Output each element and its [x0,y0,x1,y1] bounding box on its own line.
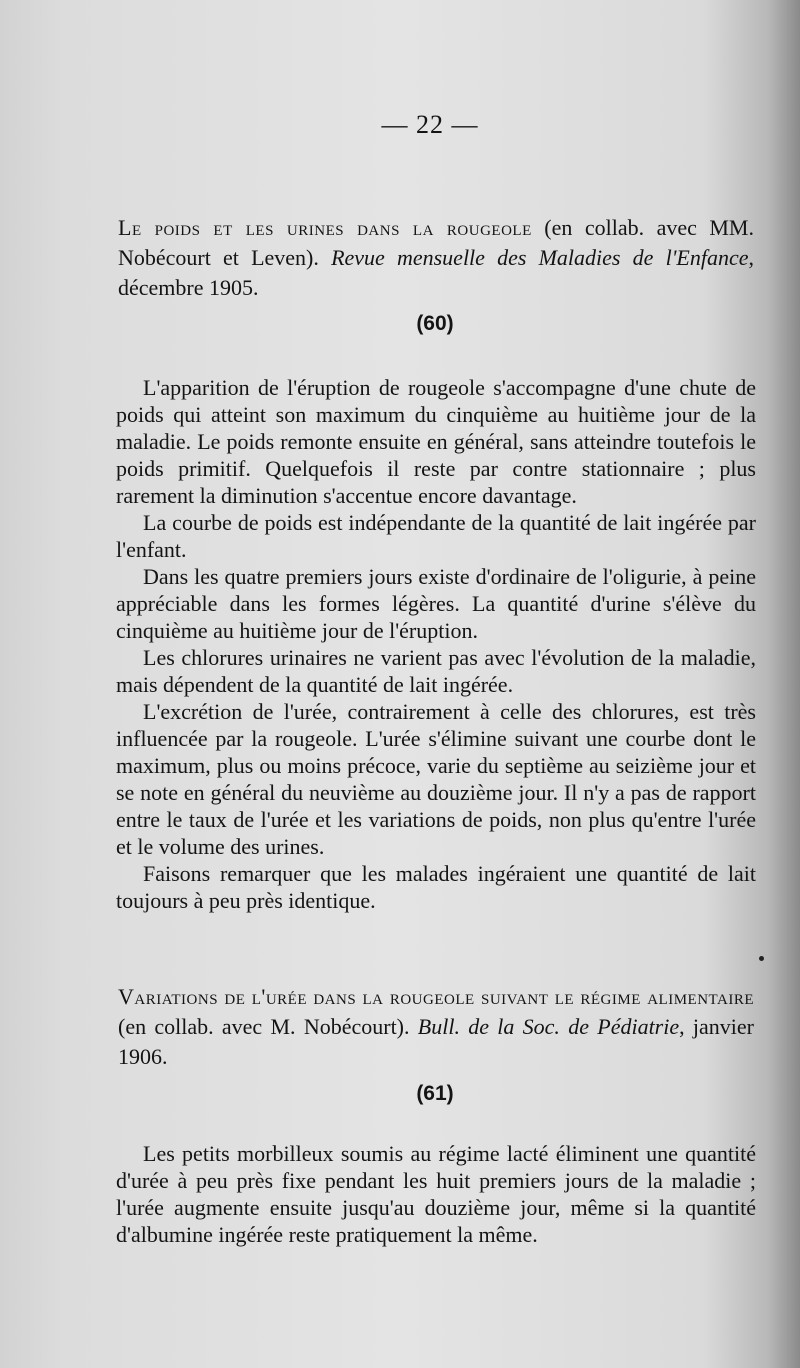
entry-number-61: (61) [416,1082,454,1105]
summary-60 [116,374,756,914]
paragraph: Les petits morbilleux soumis au régime lacté éliminent une quantité d'urée à peu près fixe pendant les huit premiers jours de la maladie ; l'urée augmente ensuite jusqu'au douzième jour, même si la quantité d'albumine ingérée reste pratiquement la même. [116,1141,756,1247]
entry-authors: (en collab. avec MM. Nobécourt et Leven). [118,215,754,270]
page-number: — 22 — [381,110,479,139]
bibliography-entry-60 [118,213,754,303]
summary-61 [116,1140,756,1248]
entry-journal: Revue mensuelle des Maladies de l'Enfance [331,245,749,270]
paragraph: Faisons remarquer que les malades ingéraient une quantité de lait toujours à peu près identique. [116,861,756,913]
ink-dot [759,956,764,961]
entry-date: , janvier 1906. [118,1014,754,1069]
entry-title: Variations de l'urée dans la rougeole suivant le régime alimentaire [118,984,754,1009]
entry-number-60: (60) [416,312,454,335]
entry-journal: Bull. de la Soc. de Pédiatrie [417,1014,680,1039]
paragraph: L'excrétion de l'urée, contrairement à celle des chlorures, est très influencée par la rougeole. L'urée s'élimine suivant une courbe dont le maximum, plus ou moins précoce, varie du septième au seizième jour et se note en général du neuvième au douzième jour. Il n'y a pas de rapport entre le taux de l'urée et les variations de poids, non plus qu'entre l'urée et le volume des urines. [116,699,756,859]
entry-authors: (en collab. avec M. Nobécourt). [118,1014,418,1039]
paragraph: L'apparition de l'éruption de rougeole s'accompagne d'une chute de poids qui atteint son maximum du cinquième au huitième jour de la maladie. Le poids remonte ensuite en général, sans atteindre toutefois le poids primitif. Quelquefois il reste par contre stationnaire ; plus rarement la diminution s'accentue encore davantage. [116,375,756,508]
paragraph: Les chlorures urinaires ne varient pas avec l'évolution de la maladie, mais dépendent de la quantité de lait ingérée. [116,645,756,697]
entry-date: , décembre 1905. [118,245,754,300]
entry-title: Le poids et les urines dans la rougeole [118,215,532,240]
bibliography-entry-61 [118,982,754,1072]
paragraph: Dans les quatre premiers jours existe d'ordinaire de l'oligurie, à peine appréciable dans les formes légères. La quantité d'urine s'élève du cinquième au huitième jour de l'éruption. [116,564,756,643]
paragraph: La courbe de poids est indépendante de la quantité de lait ingérée par l'enfant. [116,510,756,562]
